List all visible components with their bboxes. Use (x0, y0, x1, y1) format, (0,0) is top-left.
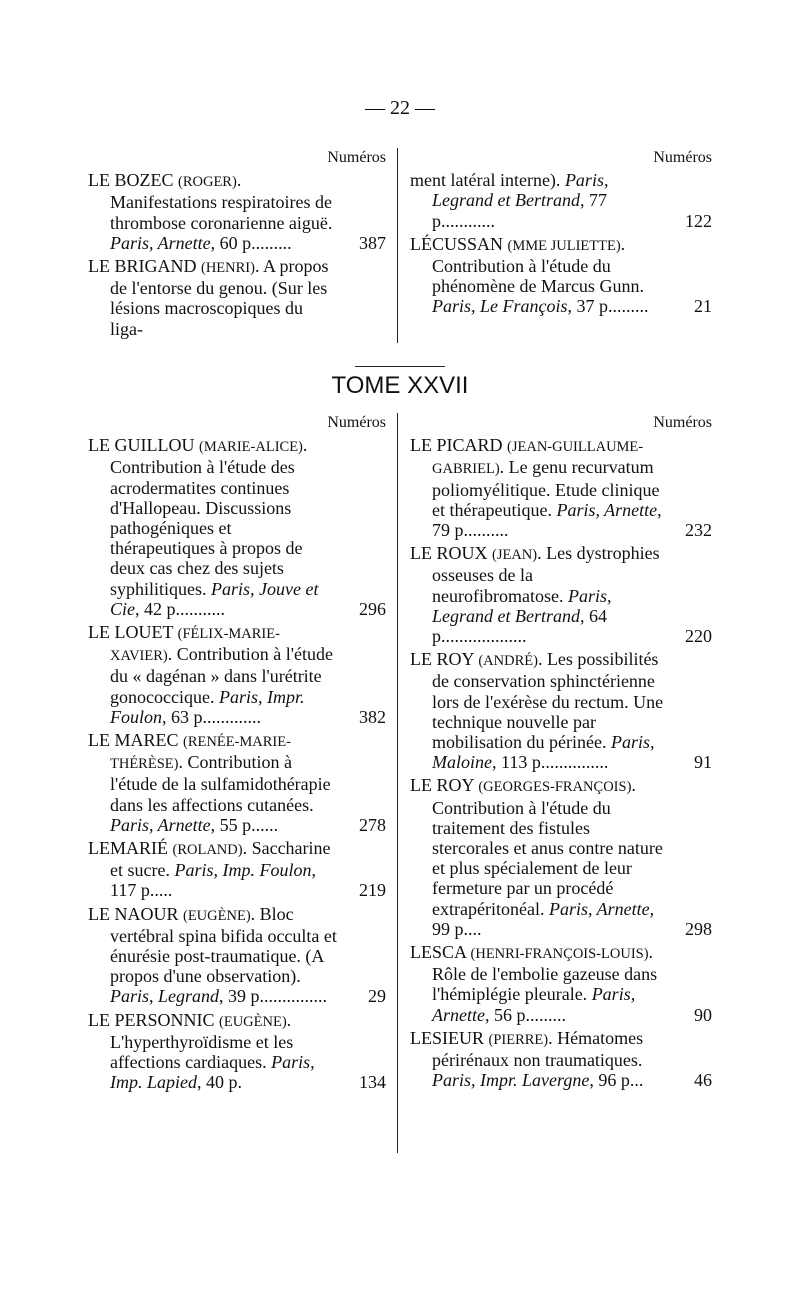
index-entry (88, 435, 386, 619)
index-entry (410, 170, 712, 231)
author-given-name: (EUGÈNE) (183, 907, 251, 924)
index-entry (88, 170, 386, 253)
index-entry (410, 234, 712, 317)
publisher: Paris, Legrand (110, 986, 220, 1007)
author-given-name: (MME JULIETTE) (507, 237, 621, 254)
entry-number: 219 (359, 880, 386, 901)
thesis-title: . Contribution à l'étude du phénomène de Marcus Gunn. (432, 233, 644, 297)
index-entry (88, 256, 386, 339)
page-count: , 64 p................... (432, 605, 607, 647)
publisher: Paris, Legrand et Bertrand (432, 585, 612, 626)
author-surname: LÉCUSSAN (410, 233, 504, 254)
entry-number: 46 (694, 1070, 712, 1091)
bottom-left-column (88, 413, 386, 1096)
page-count: , 56 p......... (484, 1004, 566, 1025)
author-surname: LE PERSONNIC (88, 1009, 215, 1030)
entry-number: 296 (359, 598, 386, 619)
thesis-title: . Contribution à l'étude du « dagénan » dans l'urétrite gonococcique. (110, 644, 333, 707)
author-given-name: (HENRI) (201, 260, 255, 277)
section-rule (355, 366, 445, 367)
entry-number: 232 (685, 520, 712, 541)
entry-number: 387 (359, 232, 386, 253)
publisher: Paris, Le François (432, 296, 568, 317)
author-surname: LE BRIGAND (88, 256, 197, 277)
author-surname: LE LOUET (88, 622, 174, 643)
thesis-title: . Contribution à l'étude du traitement des fistules stercorales et anus contre nature et plus spécialement de leur fermeture par un procédé extrapéritonéal. (432, 775, 663, 919)
author-surname: LE GUILLOU (88, 435, 195, 456)
publisher: Paris, Arnette (110, 814, 211, 835)
index-entry (410, 435, 712, 540)
author-surname: LE MAREC (88, 730, 179, 751)
thesis-title: . Saccharine et sucre. (110, 838, 331, 881)
author-given-name: (JEAN) (492, 547, 538, 564)
author-surname: LE ROY (410, 775, 474, 796)
index-entry (88, 730, 386, 835)
column-divider (397, 148, 398, 343)
entry-number: 220 (685, 626, 712, 647)
index-entry (410, 1028, 712, 1091)
thesis-title: . L'hyperthyroïdisme et les affections cardiaques. (110, 1009, 294, 1073)
entry-number: 91 (694, 752, 712, 773)
page-count: , 96 p... (589, 1070, 644, 1091)
page-count: , 79 p.......... (432, 499, 662, 541)
index-entry (410, 543, 712, 646)
page-count: , 55 p...... (210, 814, 279, 835)
thesis-title: . Bloc vertébral spina bifida occulta et énurésie post-traumatique. (A propos d'une observation). (110, 903, 337, 987)
thesis-title: . Contribution à l'étude de la sulfamidothérapie dans les affections cutanées. (110, 752, 331, 815)
top-right-column (410, 148, 712, 320)
author-given-name: (ROGER) (178, 174, 237, 191)
top-left-column (88, 148, 386, 342)
index-entry (410, 942, 712, 1025)
page-count: , 113 p............... (492, 752, 609, 773)
entry-number: 122 (685, 210, 712, 231)
author-surname: LESCA (410, 942, 467, 963)
publisher: Paris, Impr. Foulon (110, 686, 305, 727)
bottom-right-column (410, 413, 712, 1094)
publisher: Paris, Maloine (432, 732, 655, 773)
page-count: , 37 p......... (567, 296, 649, 317)
index-entry (88, 622, 386, 727)
author-surname: LE BOZEC (88, 170, 174, 191)
author-surname: LE PICARD (410, 435, 503, 456)
page-count: , 77 p............ (432, 190, 607, 231)
publisher: Paris, Arnette (432, 984, 636, 1025)
entry-number: 29 (368, 986, 386, 1007)
entry-number: 21 (694, 296, 712, 317)
tome-title: TOME XXVII (331, 372, 469, 399)
page-count: , 63 p............. (162, 706, 261, 727)
entry-number: 90 (694, 1004, 712, 1025)
thesis-title: . Manifestations respiratoires de thrombose coronarienne aiguë. (110, 170, 333, 233)
author-given-name: (HENRI-FRANÇOIS-LOUIS) (470, 946, 649, 963)
entry-number: 134 (359, 1072, 386, 1093)
entry-number: 298 (685, 918, 712, 939)
author-surname: LEMARIÉ (88, 838, 168, 859)
author-given-name: (EUGÈNE) (219, 1013, 287, 1030)
numeros-header: Numéros (327, 149, 386, 166)
page-count: , 40 p. (197, 1072, 242, 1093)
thesis-title: . A propos de l'entorse du genou. (Sur les lésions macroscopiques du liga- (110, 256, 329, 339)
page-count: , 60 p......... (210, 232, 292, 253)
author-given-name: (GEORGES-FRANÇOIS) (478, 779, 632, 796)
thesis-title: . Les possibilités de conservation sphinctérienne lors de l'exérèse du rectum. Une technique nouvelle par mobilisation du périnée. (432, 649, 664, 753)
thesis-title: ment latéral interne). (410, 170, 565, 191)
thesis-title: . Contribution à l'étude des acrodermatites continues d'Hallopeau. Discussions pathogéniques et thérapeutiques à propos de deux cas chez des sujets syphilitiques. (110, 435, 308, 599)
publisher: Paris, Imp. Foulon (174, 860, 312, 881)
thesis-title: . Les dystrophies osseuses de la neurofibromatose. (432, 543, 660, 606)
numeros-header: Numéros (653, 414, 712, 431)
publisher: Paris, Impr. Lavergne (432, 1070, 590, 1091)
publisher: Paris, Imp. Lapied (110, 1052, 315, 1093)
column-divider (397, 413, 398, 1153)
index-entry (88, 904, 386, 1007)
author-surname: LE ROY (410, 649, 474, 670)
entry-number: 382 (359, 706, 386, 727)
author-surname: LESIEUR (410, 1027, 484, 1048)
author-given-name: (FÉLIX-MARIE-XAVIER) (110, 626, 280, 665)
publisher: Paris, Arnette (548, 898, 650, 919)
author-given-name: (ROLAND) (172, 842, 243, 859)
author-given-name: (MARIE-ALICE) (198, 439, 303, 456)
thesis-title: . Hématomes périrénaux non traumatiques. (432, 1027, 644, 1071)
index-entry (410, 649, 712, 772)
page-count: , 99 p.... (432, 898, 655, 939)
index-entry (88, 1010, 386, 1093)
author-surname: LE ROUX (410, 543, 488, 564)
author-given-name: (JEAN-GUILLAUME-GABRIEL) (432, 439, 644, 478)
publisher: Paris, Arnette (556, 499, 658, 520)
page-count: , 117 p..... (110, 860, 316, 901)
numeros-header: Numéros (327, 414, 386, 431)
author-surname: LE NAOUR (88, 903, 179, 924)
author-given-name: (PIERRE) (488, 1031, 549, 1048)
author-given-name: (ANDRÉ) (478, 653, 538, 670)
publisher: Paris, Legrand et Bertrand (432, 170, 609, 211)
publisher: Paris, Arnette (110, 232, 211, 253)
thesis-title: . Rôle de l'embolie gazeuse dans l'hémiplégie pleurale. (432, 942, 658, 1005)
page-number: — 22 — (365, 97, 435, 119)
page-count: , 42 p........... (135, 598, 225, 619)
numeros-header: Numéros (653, 149, 712, 166)
index-entry (410, 775, 712, 939)
index-entry (88, 838, 386, 901)
entry-number: 278 (359, 814, 386, 835)
page-count: , 39 p............... (219, 986, 328, 1007)
thesis-title: . Le genu recurvatum poliomyélitique. Etude clinique et thérapeutique. (432, 457, 660, 520)
author-given-name: (RENÉE-MARIE-THÉRÈSE) (110, 734, 291, 773)
publisher: Paris, Jouve et Cie (110, 578, 319, 619)
